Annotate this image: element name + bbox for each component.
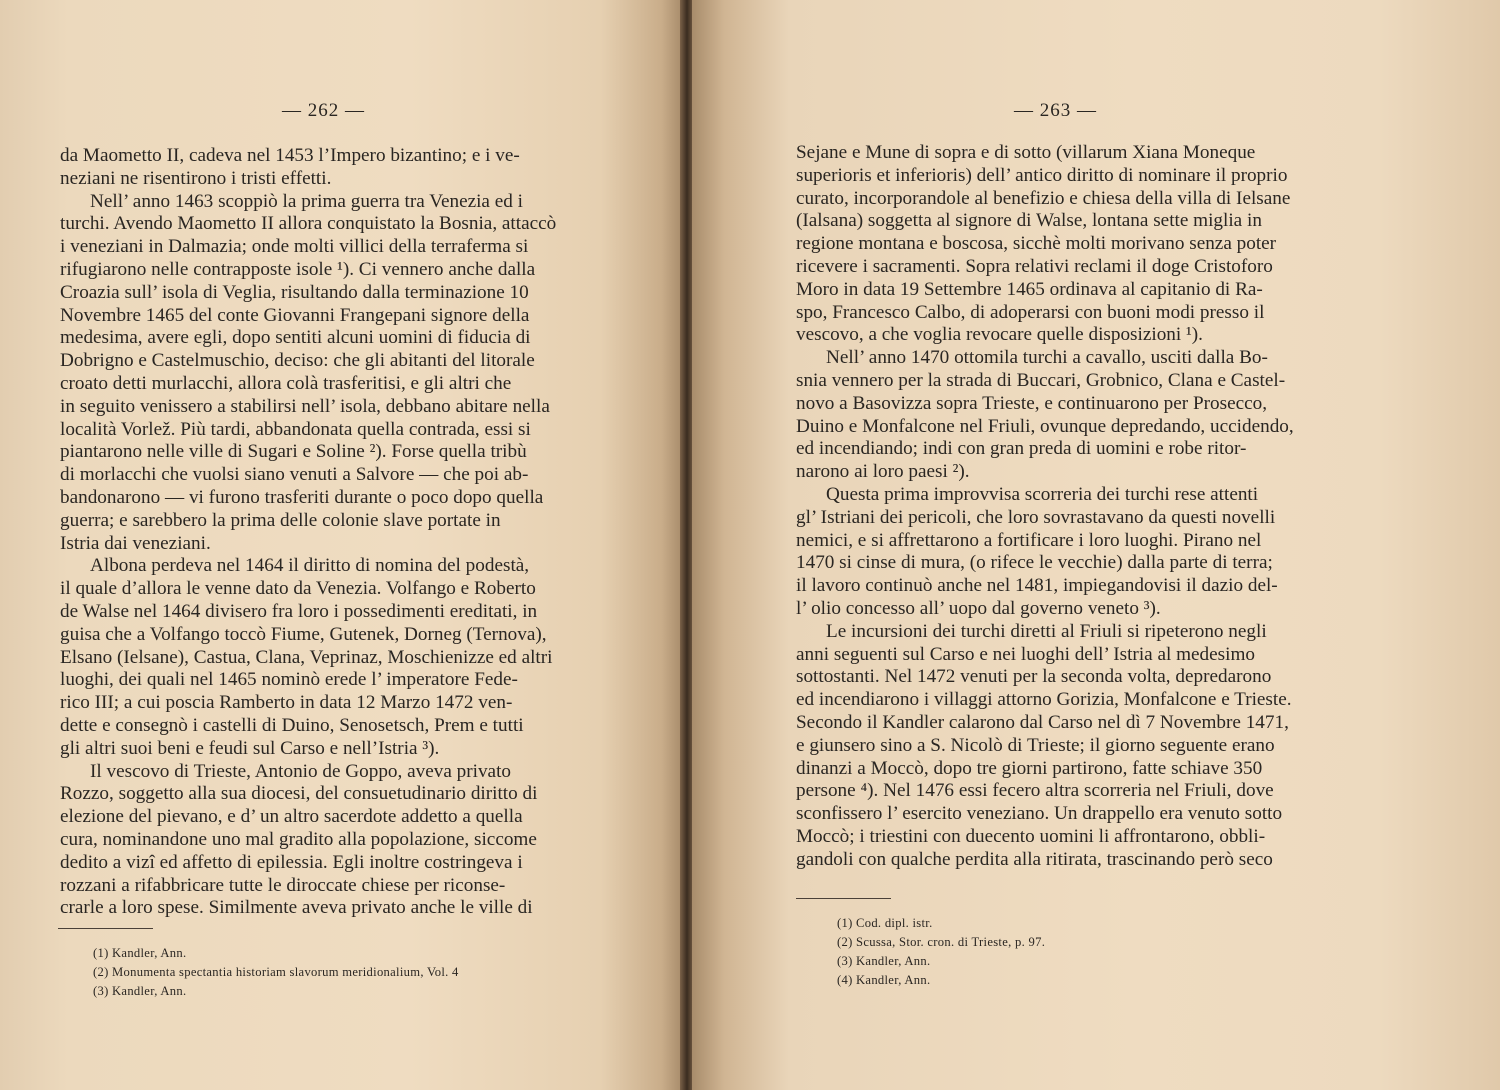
text-line: dette e consegnò i castelli di Duino, Senosetsch, Prem e tutti <box>60 714 524 736</box>
text-line: cura, nominandone uno mal gradito alla popolazione, siccome <box>60 828 537 850</box>
text-line: rozzani a rifabbricare tutte le diroccate chiese per riconse- <box>60 874 506 896</box>
text-line: Elsano (Ielsane), Castua, Clana, Veprinaz, Moschienizze ed altri <box>60 646 553 668</box>
text-line: l’ olio concesso all’ uopo dal governo veneto ³). <box>796 597 1161 619</box>
text-line: Secondo il Kandler calarono dal Carso nel dì 7 Novembre 1471, <box>796 711 1289 733</box>
text-line: dinanzi a Moccò, dopo tre giorni partirono, fatte schiave 350 <box>796 757 1263 779</box>
text-line: il quale d’allora le venne dato da Venezia. Volfango e Roberto <box>60 578 536 600</box>
text-line: Nell’ anno 1463 scoppiò la prima guerra tra Venezia ed i <box>90 190 523 212</box>
text-line: guerra; e sarebbero la prima delle colonie slave portate in <box>60 509 501 531</box>
text-line: elezione del pievano, e d’ un altro sacerdote addetto a quella <box>60 806 523 828</box>
text-line: ed incendiando; indi con gran preda di uomini e robe ritor- <box>796 438 1247 460</box>
footnote: (2) Scussa, Stor. cron. di Trieste, p. 97. <box>837 935 1046 949</box>
text-line: superioris et inferioris) dell’ antico diritto di nominare il proprio <box>796 164 1288 186</box>
paragraph <box>60 555 586 760</box>
text-line: medesima, avere egli, dopo sentiti alcuni uomini di fiducia di <box>60 327 531 349</box>
text-line: curato, incorporandole al benefizio e chiesa della villa di Ielsane <box>796 187 1291 209</box>
text-line: piantarono nelle ville di Sugari e Soline ²). Forse quella tribù <box>60 441 527 463</box>
text-line: ed incendiarono i villaggi attorno Gorizia, Monfalcone e Trieste. <box>796 689 1292 711</box>
text-line: Le incursioni dei turchi diretti al Friuli si ripeterono negli <box>826 620 1267 642</box>
text-line: Moro in data 19 Settembre 1465 ordinava al capitanio di Ra- <box>796 278 1263 300</box>
text-line: guisa che a Volfango toccò Fiume, Gutenek, Dorneg (Ternova), <box>60 623 547 645</box>
text-line: crarle a loro spese. Similmente aveva privato anche le ville di <box>60 897 533 919</box>
text-line: croato detti murlacchi, allora colà trasferitisi, e gli altri che <box>60 372 512 394</box>
text-line: Nell’ anno 1470 ottomila turchi a cavallo, usciti dalla Bo- <box>826 347 1268 369</box>
footnote: (3) Kandler, Ann. <box>93 984 187 998</box>
text-line: nemici, e si affrettarono a fortificare i loro luoghi. Pirano nel <box>796 529 1262 551</box>
text-line: Albona perdeva nel 1464 il diritto di nomina del podestà, <box>90 555 530 577</box>
text-line: Moccò; i triestini con duecento uomini li affrontarono, obbli- <box>796 825 1266 847</box>
footnote-divider <box>58 928 153 929</box>
paragraph <box>796 484 1330 621</box>
text-line: da Maometto II, cadeva nel 1453 l’Impero bizantino; e i ve- <box>60 145 520 166</box>
text-line: (Ialsana) soggetta al signore di Walse, lontana sette miglia in <box>796 210 1262 232</box>
text-line: i veneziani in Dalmazia; onde molti villici della terraferma si <box>60 236 529 258</box>
footnotes <box>837 914 1297 990</box>
text-line: Questa prima improvvisa scorreria dei turchi rese attenti <box>826 483 1259 505</box>
left-page <box>0 0 682 1090</box>
text-line: luoghi, dei quali nel 1465 nominò erede l’ imperatore Fede- <box>60 669 518 691</box>
footnote-divider <box>796 898 891 899</box>
text-line: bandonarono — vi furono trasferiti durante o poco dopo quella <box>60 486 544 508</box>
text-line: Il vescovo di Trieste, Antonio de Goppo, aveva privato <box>90 760 511 782</box>
text-line: in seguito venissero a stabilirsi nell’ isola, debbano abitare nella <box>60 395 550 417</box>
text-line: Croazia sull’ isola di Veglia, risultando dalla terminazione 10 <box>60 281 529 303</box>
footnote: (1) Kandler, Ann. <box>93 946 187 960</box>
text-line: neziani ne risentirono i tristi effetti. <box>60 167 332 189</box>
text-line: vescovo, a che voglia revocare quelle disposizioni ¹). <box>796 324 1203 346</box>
text-line: rico III; a cui poscia Ramberto in data 12 Marzo 1472 ven- <box>60 692 513 714</box>
text-line: Rozzo, soggetto alla sua diocesi, del consuetudinario diritto di <box>60 783 538 805</box>
paragraph <box>796 142 1330 347</box>
text-line: Duino e Monfalcone nel Friuli, ovunque depredando, uccidendo, <box>796 415 1294 437</box>
text-line: gandoli con qualche perdita alla ritirata, trascinando però seco <box>796 848 1273 870</box>
text-line: sottostanti. Nel 1472 venuti per la seconda volta, depredarono <box>796 666 1272 688</box>
text-line: de Walse nel 1464 divisero fra loro i possedimenti ereditati, in <box>60 600 538 622</box>
text-line: dedito a vizî ed affetto di epilessia. Egli inoltre costringeva i <box>60 851 523 873</box>
text-line: ricevere i sacramenti. Sopra relativi reclami il doge Cristoforo <box>796 255 1273 277</box>
text-line: snia vennero per la strada di Buccari, Grobnico, Clana e Castel- <box>796 369 1286 391</box>
footnote: (3) Kandler, Ann. <box>837 954 931 968</box>
text-line: il lavoro continuò anche nel 1481, impiegandovisi il dazio del- <box>796 575 1278 597</box>
text-line: 1470 si cinse di mura, (o rifece le vecchie) dalla parte di terra; <box>796 552 1273 574</box>
text-line: Sejane e Mune di sopra e di sotto (villarum Xiana Moneque <box>796 142 1256 163</box>
text-line: spo, Francesco Calbo, di adoperarsi con buoni modi presso il <box>796 301 1265 323</box>
text-line: di morlacchi che vuolsi siano venuti a Salvore — che poi ab- <box>60 464 529 486</box>
text-line: sconfissero l’ esercito veneziano. Un drappello era venuto sotto <box>796 803 1283 825</box>
text-line: anni seguenti sul Carso e nei luoghi dell’ Istria al medesimo <box>796 643 1255 665</box>
text-line: località Vorlež. Più tardi, abbandonata quella contrada, essi si <box>60 418 531 440</box>
text-line: gli altri suoi beni e feudi sul Carso e nell’Istria ³). <box>60 737 440 759</box>
text-line: regione montana e boscosa, sicchè molti morivano senza poter <box>796 233 1277 255</box>
paragraph <box>796 621 1330 872</box>
paragraph <box>60 191 586 556</box>
paragraph <box>60 145 586 191</box>
text-line: turchi. Avendo Maometto II allora conquistato la Bosnia, attaccò <box>60 213 557 235</box>
text-line: persone ⁴). Nel 1476 essi fecero altra scorreria nel Friuli, dove <box>796 780 1274 802</box>
text-line: e giunsero sino a S. Nicolò di Trieste; il giorno seguente erano <box>796 734 1275 756</box>
text-line: Novembre 1465 del conte Giovanni Frangepani signore della <box>60 304 530 326</box>
page-body <box>796 142 1330 872</box>
footnote: (2) Monumenta spectantia historiam slavorum meridionalium, Vol. 4 <box>93 965 459 979</box>
text-line: novo a Basovizza sopra Trieste, e continuarono per Prosecco, <box>796 392 1268 414</box>
right-page <box>692 0 1500 1090</box>
text-line: rifugiarono nelle contrapposte isole ¹). Ci vennero anche dalla <box>60 258 536 280</box>
text-line: gl’ Istriani dei pericoli, che loro sovrastavano da questi novelli <box>796 506 1276 528</box>
footnote: (4) Kandler, Ann. <box>837 973 931 987</box>
paragraph <box>60 761 586 921</box>
page-number: — 263 — <box>1014 100 1097 121</box>
page-body <box>60 145 586 920</box>
text-line: Istria dai veneziani. <box>60 532 211 554</box>
footnote: (1) Cod. dipl. istr. <box>837 916 933 930</box>
text-line: narono ai loro paesi ²). <box>796 461 970 483</box>
page-number: — 262 — <box>282 100 365 121</box>
paragraph <box>796 347 1330 484</box>
footnotes <box>93 944 593 1001</box>
text-line: Dobrigno e Castelmuschio, deciso: che gli abitanti del litorale <box>60 350 535 372</box>
